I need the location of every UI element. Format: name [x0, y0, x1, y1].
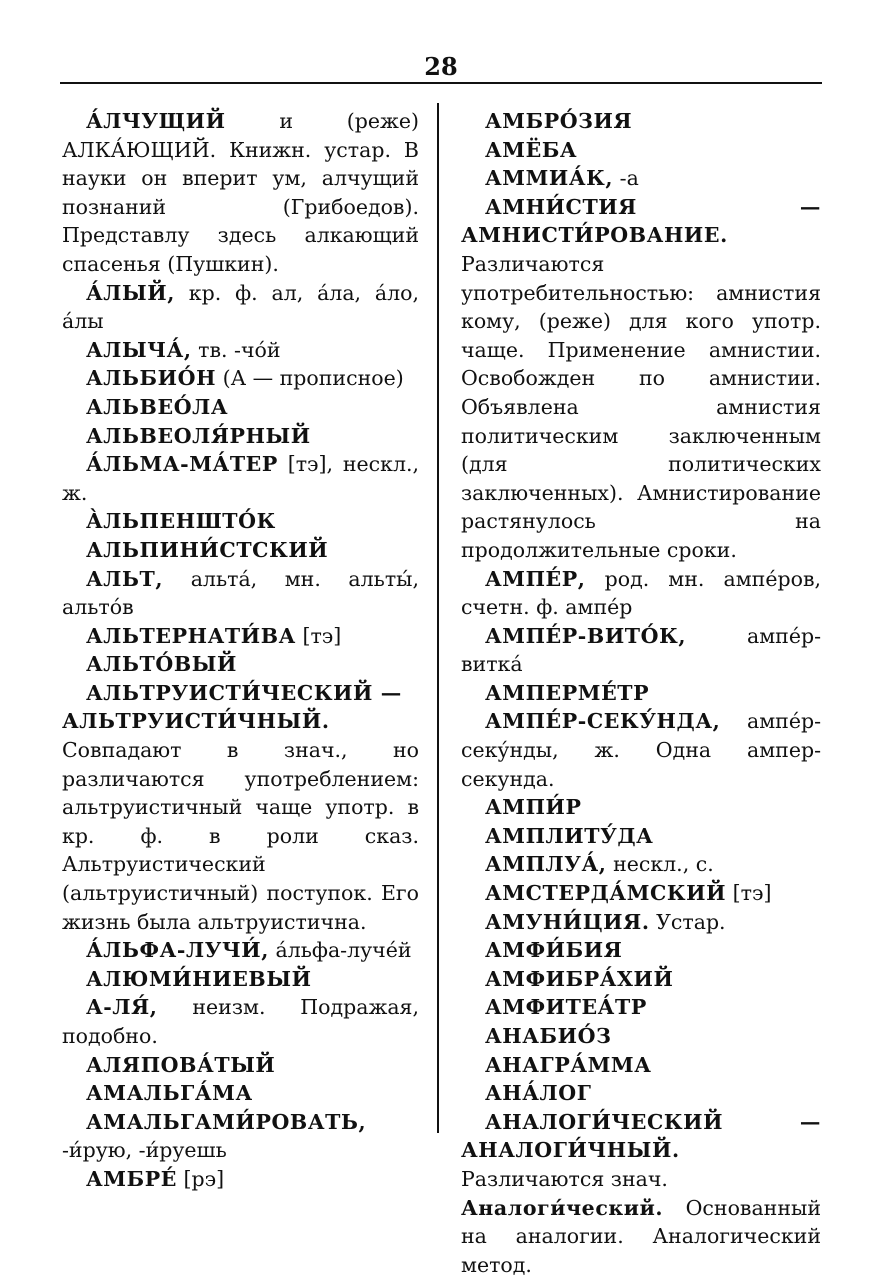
entry-headword: АЛЬБИО́Н — [86, 366, 217, 391]
dictionary-entry — [62, 1079, 419, 1108]
column-divider — [437, 103, 439, 1133]
entry-headword: АМПЕ́Р-СЕКУ́НДА, — [485, 709, 721, 734]
entry-definition: Устар. — [649, 909, 726, 934]
entry-headword: АЛЬПИНИ́СТСКИЙ — [86, 537, 329, 562]
dictionary-entry — [62, 422, 419, 451]
dictionary-entry — [461, 908, 821, 937]
dictionary-entry — [62, 622, 419, 651]
entry-definition: (А — прописное) — [216, 366, 404, 391]
entry-headword: А̀ЛЬПЕНШТО́К — [86, 509, 276, 534]
dictionary-entry — [62, 536, 419, 565]
entry-headword: АМФИ́БИЯ — [485, 938, 623, 963]
entry-headword: АМПИ́Р — [485, 795, 582, 820]
dictionary-entry — [461, 850, 821, 879]
dictionary-entry — [461, 107, 821, 136]
entry-headword: АМФИБРА́ХИЙ — [485, 966, 674, 991]
entry-headword: А́ЛЬМА-МА́ТЕР — [86, 452, 278, 477]
entry-definition: род. мн. ампе́ров, счетн. ф. ампе́р — [461, 566, 821, 620]
dictionary-entry — [62, 650, 419, 679]
dictionary-entry — [62, 707, 419, 936]
dictionary-entry — [461, 936, 821, 965]
entry-headword: АМПЕ́Р, — [485, 566, 586, 591]
dictionary-entry — [62, 993, 419, 1050]
entry-headword: АМНИ́СТИЯ — АМНИСТИ́РОВАНИЕ. — [461, 194, 821, 248]
entry-headword: АМПЕРМЕ́ТР — [485, 680, 650, 705]
dictionary-entry — [461, 164, 821, 193]
entry-definition: Различаются знач. — [461, 1166, 668, 1191]
dictionary-entry — [461, 1194, 821, 1279]
entry-headword: АНАБИО́З — [485, 1024, 612, 1048]
entry-headword: АМПЛУА́, — [485, 852, 607, 877]
entry-headword: А-ЛЯ́, — [86, 995, 158, 1020]
dictionary-entry — [461, 1108, 821, 1194]
entry-headword: Аналоги́ческий. — [461, 1195, 664, 1220]
entry-headword: АЛЬВЕО́ЛА — [86, 394, 229, 419]
entry-headword: АЛЬТО́ВЫЙ — [86, 652, 237, 677]
entry-headword: АНА́ЛОГ — [485, 1081, 592, 1106]
dictionary-entry — [62, 936, 419, 965]
entry-definition: кр. ф. ал, а́ла, а́ло, а́лы — [62, 280, 419, 334]
dictionary-entry — [461, 793, 821, 822]
dictionary-entry — [461, 136, 821, 165]
entry-headword: АЛЬВЕОЛЯ́РНЫЙ — [86, 423, 311, 448]
dictionary-entry — [62, 1108, 419, 1165]
entry-headword: АЛЬТРУИСТИ́ЧЕСКИЙ — — [86, 680, 402, 705]
header-rule — [60, 82, 822, 84]
entry-headword: АЛЯПОВА́ТЫЙ — [86, 1052, 276, 1077]
dictionary-entry — [461, 565, 821, 622]
page-number: 28 — [424, 52, 458, 81]
dictionary-entry — [62, 965, 419, 994]
entry-headword: АММИА́К, — [485, 166, 614, 191]
entry-headword: АНАЛОГИ́ЧЕСКИЙ — АНАЛОГИ́ЧНЫЙ. — [461, 1109, 821, 1163]
dictionary-entry — [461, 1079, 821, 1108]
entry-headword: АЛЮМИ́НИЕВЫЙ — [86, 966, 312, 991]
entry-headword: АЛЬТ, — [86, 566, 164, 591]
dictionary-entry — [461, 993, 821, 1022]
entry-headword: А́ЛЧУЩИЙ — [86, 109, 226, 133]
entry-headword: АМУНИ́ЦИЯ. — [485, 909, 650, 934]
entry-definition: Совпадают в знач., но различаются употреблением: альтруистичный чаще употр. в кр. ф. в роли сказ. Альтруистический (альтруистичный) поступок. Его жизнь была альтруистична. — [62, 738, 419, 934]
entry-headword: АМАЛЬГАМИ́РОВАТЬ, — [86, 1109, 367, 1134]
dictionary-entry — [461, 193, 821, 565]
entry-headword: АМБРО́ЗИЯ — [485, 109, 633, 133]
entry-definition: -и́рую, -и́руешь — [62, 1138, 227, 1163]
entry-headword: АМБРЕ́ — [86, 1166, 177, 1191]
entry-headword: АЛЫЧА́, — [86, 337, 192, 362]
dictionary-entry — [461, 965, 821, 994]
entry-headword: А́ЛЬФА-ЛУЧИ́, — [86, 938, 269, 963]
dictionary-entry — [461, 879, 821, 908]
dictionary-entry — [461, 822, 821, 851]
dictionary-entry — [461, 622, 821, 679]
entry-definition: [тэ] — [726, 881, 772, 906]
dictionary-entry — [62, 1051, 419, 1080]
entry-definition: [тэ] — [295, 623, 342, 648]
dictionary-entry — [62, 107, 419, 279]
entry-definition: [тэ], нескл., ж. — [62, 452, 419, 505]
entry-definition: а́льфа-луче́й — [268, 938, 412, 963]
dictionary-entry — [62, 336, 419, 365]
dictionary-entry — [62, 279, 419, 336]
entry-definition: Основанный на аналогии. Аналогический метод. — [461, 1195, 821, 1277]
entry-definition: тв. -чо́й — [191, 337, 281, 362]
dictionary-entry — [62, 565, 419, 622]
entry-headword: АМФИТЕА́ТР — [485, 995, 647, 1020]
left-column — [62, 107, 419, 1194]
entry-definition: -а — [613, 166, 639, 191]
entry-headword: АМСТЕРДА́МСКИЙ — [485, 881, 727, 906]
entry-definition: неизм. Подражая, подобно. — [62, 995, 419, 1048]
entry-definition: альта́, мн. альты́, альто́в — [62, 566, 419, 620]
dictionary-entry — [461, 1022, 821, 1051]
entry-headword: АМПЛИТУ́ДА — [485, 823, 654, 848]
dictionary-entry — [461, 707, 821, 793]
dictionary-entry — [62, 450, 419, 507]
right-column — [461, 107, 821, 1279]
entry-definition: и (реже) АЛКА́ЮЩИЙ. Книжн. устар. В науки он вперит ум, алчущий познаний (Грибоедов). Представлу здесь алкающий спасенья (Пушкин). — [62, 109, 419, 276]
entry-definition: ампе́р-секу́нды, ж. Одна ампер-секунда. — [461, 709, 821, 791]
entry-definition: ампе́р-витка́ — [461, 623, 821, 677]
entry-headword: АМПЕ́Р-ВИТО́К, — [485, 623, 687, 648]
entry-headword: А́ЛЫЙ, — [86, 280, 175, 305]
dictionary-entry — [62, 1165, 419, 1194]
entry-headword: АМАЛЬГА́МА — [86, 1081, 253, 1106]
dictionary-entry — [62, 679, 419, 708]
entry-headword: АНАГРА́ММА — [485, 1052, 652, 1077]
dictionary-entry — [62, 507, 419, 536]
dictionary-entry — [461, 1051, 821, 1080]
entry-headword: АЛЬТЕРНАТИ́ВА — [86, 623, 296, 648]
entry-definition: [рэ] — [176, 1166, 225, 1191]
entry-headword: АМЁБА — [485, 137, 578, 162]
entry-headword: АЛЬТРУИСТИ́ЧНЫЙ. — [62, 709, 330, 734]
entry-definition: Различаются употребительностью: амнистия кому, (реже) для кого употр. чаще. Применение амнистии. Освобожден по амнистии. Объявлена амнистия политическим заключенным (для политических заключенных). Амнистирование растянулось на продолжительные сроки. — [461, 251, 821, 562]
dictionary-entry — [461, 679, 821, 708]
entry-definition: нескл., с. — [606, 852, 714, 877]
dictionary-entry — [62, 364, 419, 393]
dictionary-entry — [62, 393, 419, 422]
